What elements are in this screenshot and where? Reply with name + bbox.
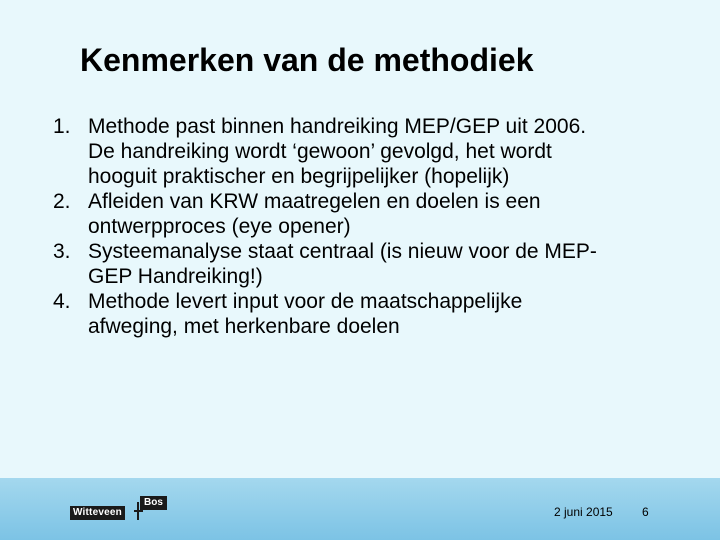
slide-title: Kenmerken van de methodiek [80,42,534,78]
footer-date: 2 juni 2015 [554,505,613,519]
list-number: 2. [53,190,71,213]
list-line: Afleiden van KRW maatregelen en doelen is een [88,190,541,213]
list-item [48,114,688,189]
logo-text-right: Bos [140,496,167,510]
list-line: ontwerpproces (eye opener) [88,215,351,238]
company-logo [70,496,170,524]
list-line: Methode levert input voor de maatschappelijke [88,290,523,313]
list-number: 4. [53,290,71,313]
page-number: 6 [642,505,649,519]
list-line: Systeemanalyse staat centraal (is nieuw voor de MEP- [88,240,597,263]
list-number: 3. [53,240,71,263]
list-line: hooguit praktischer en begrijpelijker (hopelijk) [88,165,510,188]
list-line: De handreiking wordt ‘gewoon’ gevolgd, het wordt [88,140,552,163]
list-item [48,289,688,339]
list-number: 1. [53,115,71,138]
list-item [48,189,688,239]
point-list [48,114,688,339]
logo-text-left: Witteveen [70,506,125,520]
list-line: GEP Handreiking!) [88,265,263,288]
list-line: afweging, met herkenbare doelen [88,315,400,338]
list-item [48,239,688,289]
list-line: Methode past binnen handreiking MEP/GEP uit 2006. [88,115,587,138]
